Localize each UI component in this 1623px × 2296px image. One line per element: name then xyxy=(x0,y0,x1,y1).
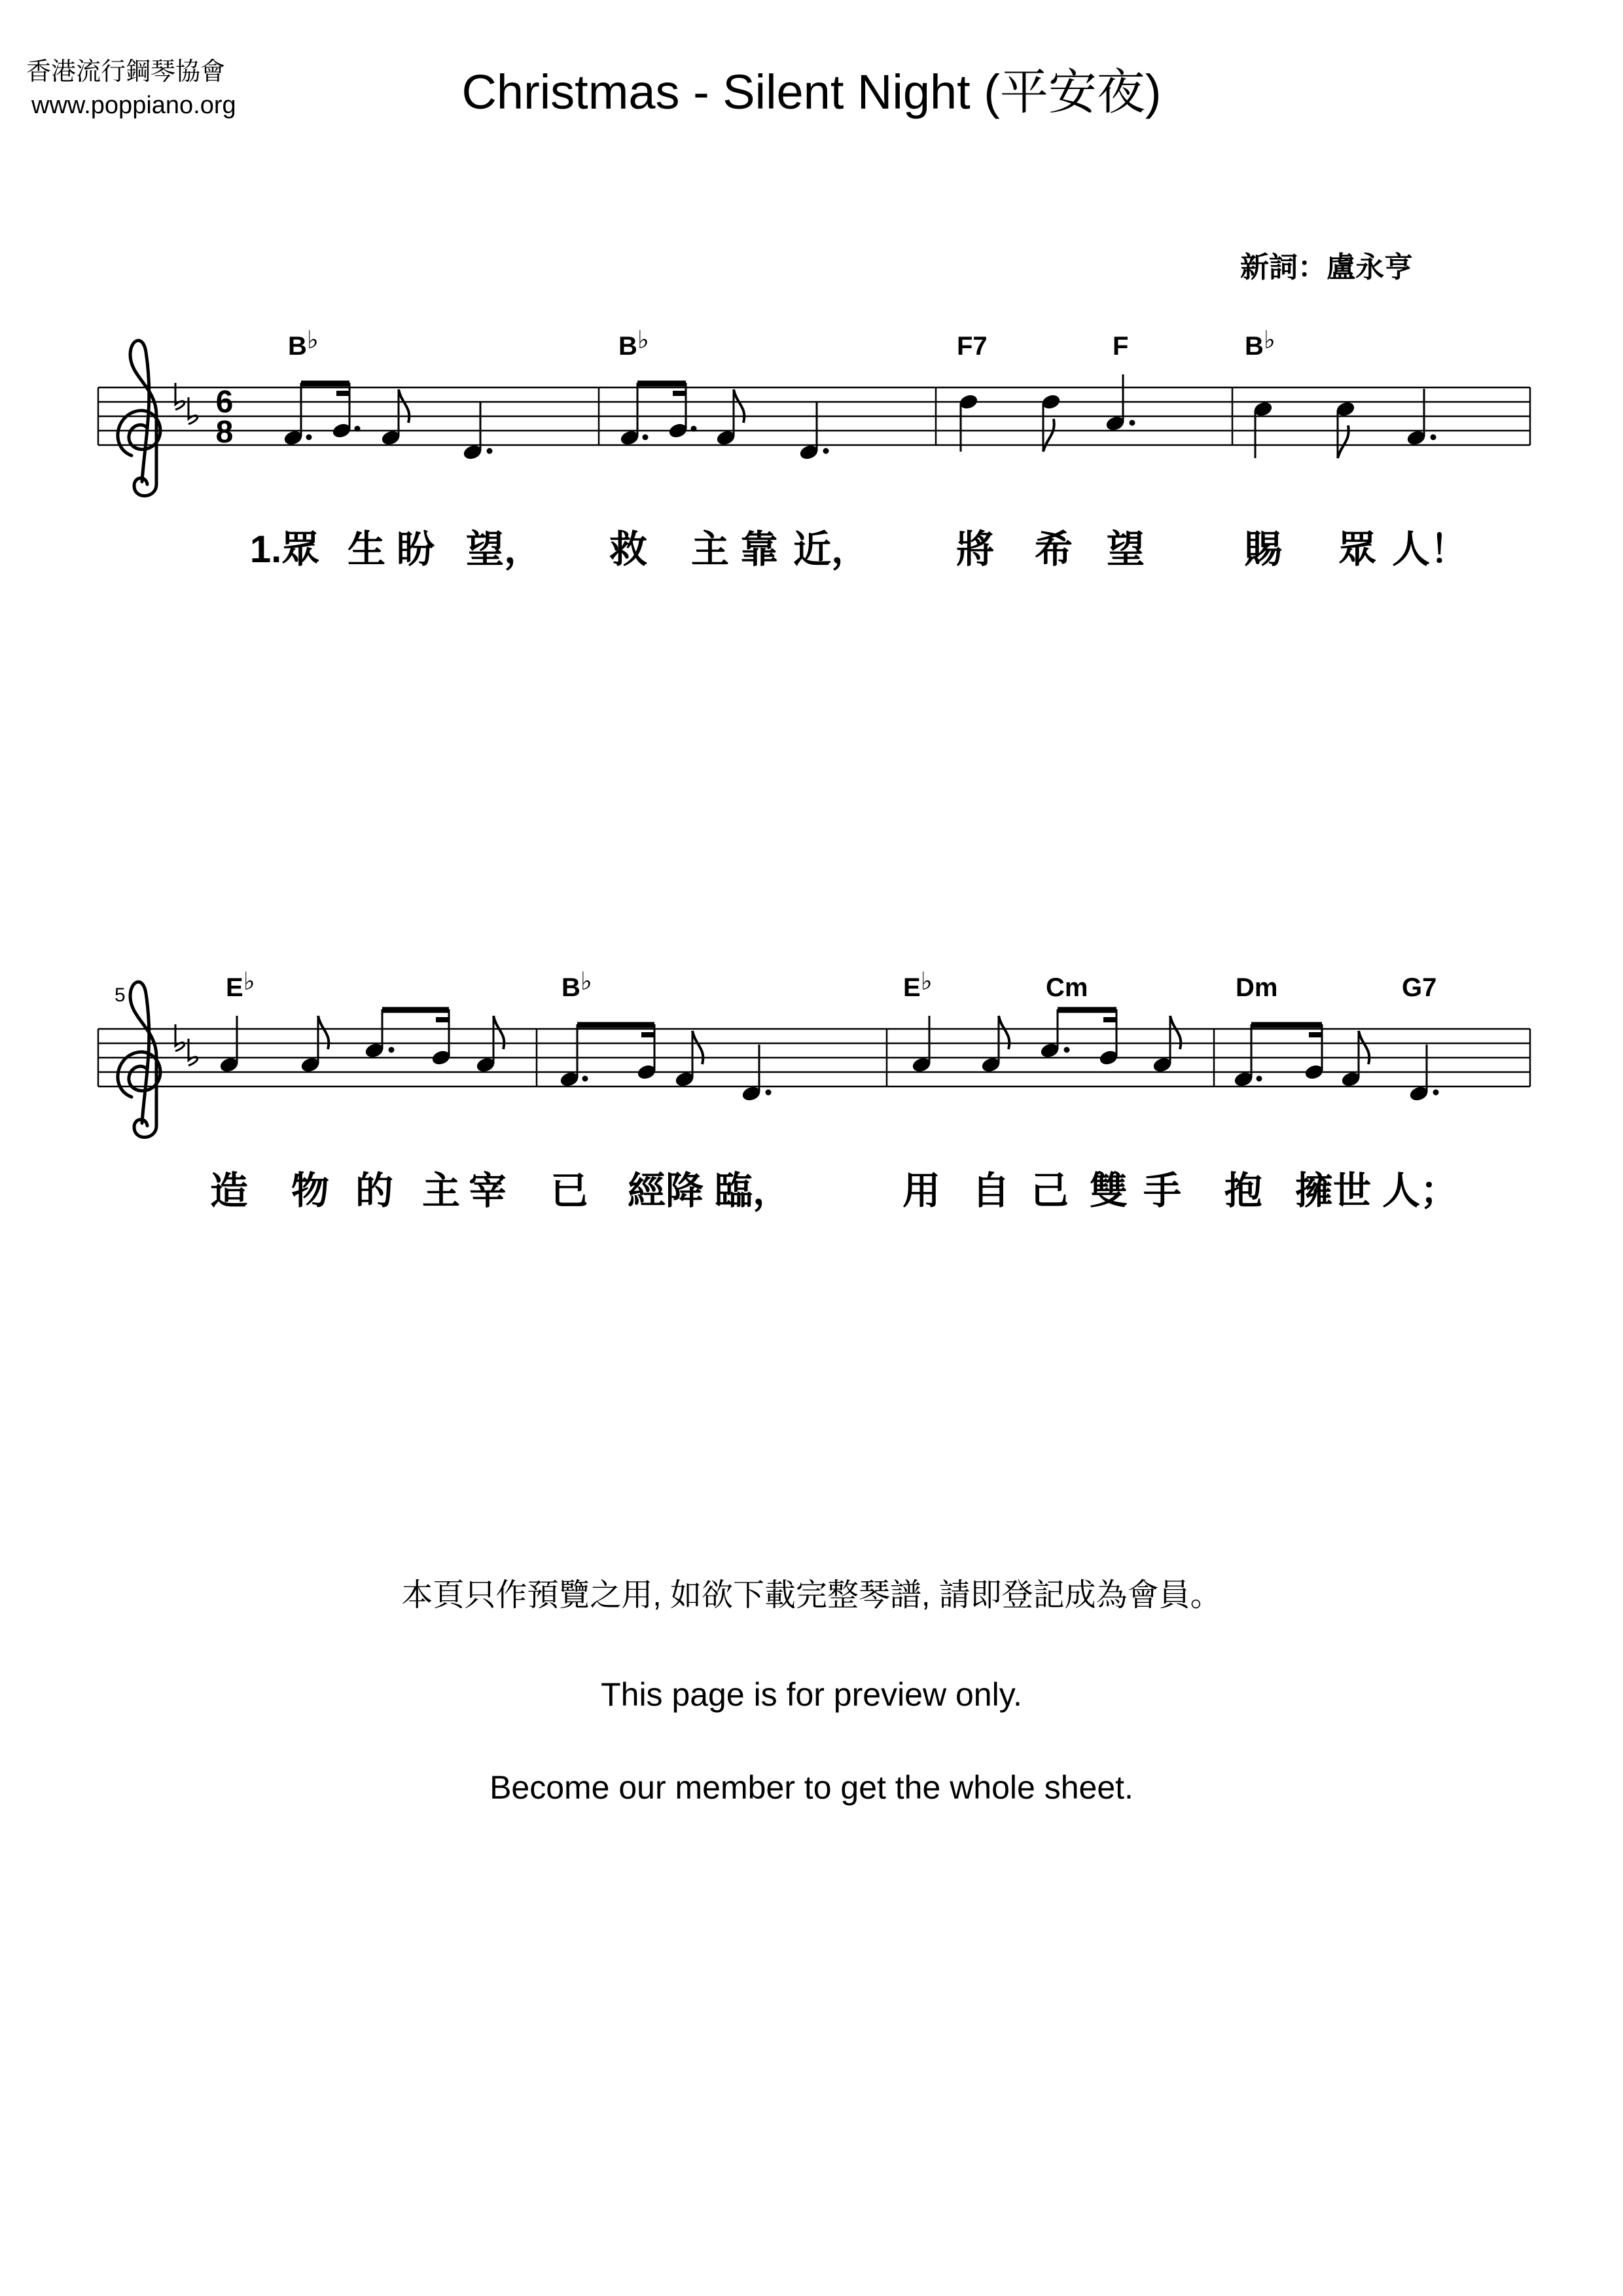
lyric-syllable: 的 xyxy=(355,1170,394,1212)
lyric-syllable: 盼 xyxy=(396,528,435,571)
preview-notice-zh: 本頁只作預覽之用, 如欲下載完整琴譜, 請即登記成為會員。 xyxy=(401,1578,1222,1613)
staff-system-2 xyxy=(98,968,1530,1138)
chord-symbol: B♭ xyxy=(562,968,592,1002)
lyric-syllable: 望， xyxy=(465,528,543,571)
lyric-syllable: 望 xyxy=(1106,528,1145,571)
preview-notice-en-line1: This page is for preview only. xyxy=(601,1676,1022,1713)
chord-symbol: B♭ xyxy=(1245,327,1275,361)
chord-symbol: F xyxy=(1113,332,1129,361)
key-signature-flats xyxy=(175,1024,198,1066)
lyric-syllable: 用 xyxy=(902,1170,941,1212)
chord-symbol: F7 xyxy=(957,332,988,361)
lyric-syllable: 生 xyxy=(347,528,386,571)
lyric-syllable: 已 xyxy=(550,1170,589,1212)
time-sig-numerator: 6 xyxy=(215,385,234,420)
lyric-syllable: 降 xyxy=(665,1170,704,1212)
time-signature xyxy=(216,385,234,450)
lyric-syllable: 人； xyxy=(1382,1170,1459,1212)
lyric-syllable: 希 xyxy=(1034,528,1073,571)
lyric-syllable: 將 xyxy=(955,528,995,571)
lyric-syllable: 人！ xyxy=(1391,528,1469,571)
chord-symbol: E♭ xyxy=(226,968,255,1002)
chord-symbol: G7 xyxy=(1402,973,1437,1002)
treble-clef-icon xyxy=(118,340,160,495)
lyric-syllable: 雙 xyxy=(1089,1170,1128,1212)
lyric-syllable: 造 xyxy=(209,1170,249,1212)
lyric-syllable: 1.眾 xyxy=(249,528,320,571)
staff-system-1 xyxy=(98,327,1530,496)
lyric-syllable: 靠 xyxy=(740,528,779,571)
lyric-syllable: 世 xyxy=(1332,1170,1372,1212)
lyric-syllable: 物 xyxy=(291,1170,330,1212)
lyric-syllable: 抱 xyxy=(1224,1170,1263,1212)
lyric-syllable: 眾 xyxy=(1338,528,1377,571)
time-sig-denominator: 8 xyxy=(215,415,234,450)
lyricist-credit: 新詞：盧永亨 xyxy=(1240,251,1413,283)
lyric-syllable: 近， xyxy=(793,528,870,571)
lyric-syllable: 自 xyxy=(971,1170,1010,1212)
lyric-syllable: 賜 xyxy=(1243,528,1283,571)
chord-symbol: Cm xyxy=(1046,973,1088,1002)
measure-number: 5 xyxy=(115,984,126,1006)
lyric-syllable: 臨， xyxy=(714,1170,791,1212)
lyric-syllable: 手 xyxy=(1143,1170,1182,1212)
chord-symbol: B♭ xyxy=(618,327,649,361)
key-signature-flats xyxy=(175,383,198,424)
lyric-syllable: 經 xyxy=(627,1170,666,1212)
lyric-syllable: 宰 xyxy=(468,1170,507,1212)
lyric-syllable: 救 xyxy=(609,528,648,571)
song-title: Christmas - Silent Night (平安夜) xyxy=(461,65,1162,119)
chord-symbol: Dm xyxy=(1236,973,1278,1002)
notes-system-2 xyxy=(219,1009,1438,1102)
preview-notice-en-line2: Become our member to get the whole sheet. xyxy=(490,1769,1133,1806)
lyric-syllable: 擁 xyxy=(1294,1170,1334,1212)
site-url[interactable]: www.poppiano.org xyxy=(31,92,236,119)
lyric-syllable: 主 xyxy=(421,1170,461,1212)
lyric-syllable: 己 xyxy=(1030,1170,1069,1212)
chord-symbol: E♭ xyxy=(903,968,933,1002)
lyric-syllable: 主 xyxy=(690,528,730,571)
site-name: 香港流行鋼琴協會 xyxy=(26,58,226,86)
chord-symbol: B♭ xyxy=(288,327,319,361)
